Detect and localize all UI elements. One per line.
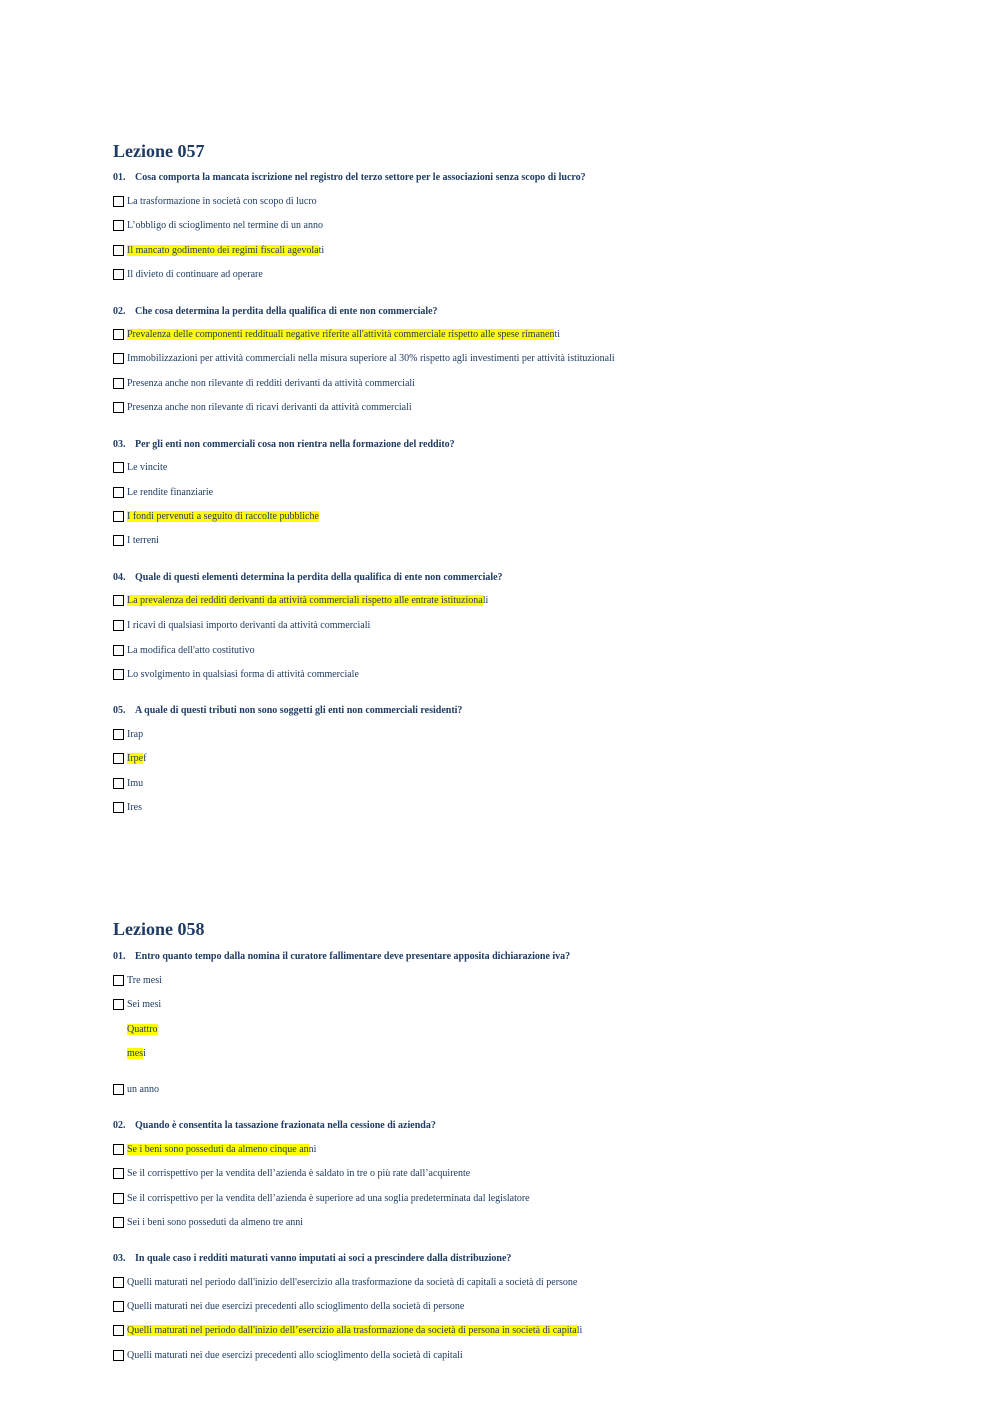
checkbox[interactable] bbox=[113, 753, 124, 764]
answer-option[interactable] bbox=[113, 533, 159, 547]
option-text: Se il corrispettivo per la vendita dell’azienda è superiore ad una soglia predeterminata dal legislatore bbox=[127, 1192, 530, 1204]
checkbox[interactable] bbox=[113, 1144, 124, 1155]
option-text: La trasformazione in società con scopo di lucro bbox=[127, 195, 317, 207]
checkbox[interactable] bbox=[113, 802, 124, 813]
option-text: li bbox=[576, 1324, 583, 1336]
question-number: 03. bbox=[113, 1253, 126, 1264]
answer-option[interactable] bbox=[113, 1323, 582, 1337]
question bbox=[113, 572, 503, 583]
option-text: Imu bbox=[127, 777, 144, 789]
answer-option[interactable] bbox=[113, 243, 324, 257]
checkbox[interactable] bbox=[113, 353, 124, 364]
option-text: Presenza anche non rilevante di redditi derivanti da attività commerciali bbox=[127, 377, 415, 389]
highlighted-text: I fondi pervenuti a seguito di raccolte pubbliche bbox=[127, 510, 319, 522]
highlighted-text: Prevalenza delle componenti reddituali negative riferite all'attività commerciale rispetto alle spese rimanen bbox=[127, 328, 555, 340]
option-text: Sei i beni sono posseduti da almeno tre anni bbox=[127, 1216, 304, 1228]
checkbox[interactable] bbox=[113, 378, 124, 389]
checkbox[interactable] bbox=[113, 778, 124, 789]
option-text: f bbox=[143, 752, 147, 764]
question-number: 02. bbox=[113, 306, 126, 317]
answer-option[interactable] bbox=[113, 1022, 158, 1036]
option-text: Ires bbox=[127, 801, 142, 813]
question bbox=[113, 951, 570, 962]
checkbox[interactable] bbox=[113, 462, 124, 473]
answer-option[interactable] bbox=[113, 485, 213, 499]
question bbox=[113, 1120, 436, 1131]
checkbox[interactable] bbox=[113, 999, 124, 1010]
answer-option[interactable] bbox=[113, 643, 255, 657]
checkbox[interactable] bbox=[113, 1193, 124, 1204]
checkbox[interactable] bbox=[113, 1168, 124, 1179]
question bbox=[113, 306, 438, 317]
answer-option[interactable] bbox=[113, 751, 146, 765]
option-text: Se il corrispettivo per la vendita dell’azienda è saldato in tre o più rate dall’acquirente bbox=[127, 1167, 471, 1179]
checkbox[interactable] bbox=[113, 1217, 124, 1228]
option-text: un anno bbox=[127, 1083, 159, 1095]
answer-option[interactable] bbox=[113, 997, 161, 1011]
question bbox=[113, 172, 586, 183]
checkbox[interactable] bbox=[113, 620, 124, 631]
checkbox[interactable] bbox=[113, 329, 124, 340]
highlighted-text: Il mancato godimento dei regimi fiscali agevola bbox=[127, 244, 319, 256]
question-number: 03. bbox=[113, 439, 126, 450]
option-text: li bbox=[482, 594, 489, 606]
question-number: 05. bbox=[113, 705, 126, 716]
checkbox[interactable] bbox=[113, 669, 124, 680]
option-text: Quelli maturati nei due esercizi precedenti allo scioglimento della società di capitali bbox=[127, 1349, 463, 1361]
answer-option[interactable] bbox=[113, 509, 319, 523]
answer-option[interactable] bbox=[113, 1191, 530, 1205]
question-text: Entro quanto tempo dalla nomina il curatore fallimentare deve presentare apposita dichiarazione iva? bbox=[135, 951, 571, 962]
highlighted-text: Se i beni sono posseduti da almeno cinque an bbox=[127, 1143, 309, 1155]
checkbox[interactable] bbox=[113, 1277, 124, 1288]
answer-option[interactable] bbox=[113, 460, 167, 474]
answer-option[interactable] bbox=[113, 667, 359, 681]
option-text: ti bbox=[554, 328, 561, 340]
answer-option[interactable] bbox=[113, 1082, 159, 1096]
option-text: Irap bbox=[127, 728, 144, 740]
answer-option[interactable] bbox=[113, 1275, 577, 1289]
question-number: 02. bbox=[113, 1120, 126, 1131]
checkbox[interactable] bbox=[113, 245, 124, 256]
question-text: Quale di questi elementi determina la perdita della qualifica di ente non commerciale? bbox=[135, 572, 503, 583]
option-text: Le rendite finanziarie bbox=[127, 486, 214, 498]
question-text: Che cosa determina la perdita della qualifica di ente non commerciale? bbox=[135, 306, 438, 317]
option-text: Immobilizzazioni per attività commerciali nella misura superiore al 30% rispetto agli investimenti per attività istituzionali bbox=[127, 352, 615, 364]
checkbox[interactable] bbox=[113, 1301, 124, 1312]
question-text: A quale di questi tributi non sono soggetti gli enti non commerciali residenti? bbox=[135, 705, 463, 716]
answer-option[interactable] bbox=[113, 400, 412, 414]
answer-option[interactable] bbox=[113, 1215, 303, 1229]
option-text: Quelli maturati nel periodo dall'inizio dell'esercizio alla trasformazione da società di capitali a società di persone bbox=[127, 1276, 578, 1288]
answer-option[interactable] bbox=[113, 327, 560, 341]
answer-option[interactable] bbox=[113, 1166, 470, 1180]
checkbox[interactable] bbox=[113, 645, 124, 656]
option-text: I ricavi di qualsiasi importo derivanti da attività commerciali bbox=[127, 619, 371, 631]
question-text: Cosa comporta la mancata iscrizione nel registro del terzo settore per le associazioni senza scopo di lucro? bbox=[135, 172, 586, 183]
highlighted-text: Quelli maturati nel periodo dall'inizio dell’esercizio alla trasformazione da società di persona in società di capita bbox=[127, 1324, 577, 1336]
highlighted-text: Irpe bbox=[127, 752, 144, 764]
option-text: Tre mesi bbox=[127, 974, 162, 986]
answer-option[interactable] bbox=[113, 194, 317, 208]
checkbox[interactable] bbox=[113, 975, 124, 986]
lesson-title: Lezione 057 bbox=[113, 141, 205, 161]
highlighted-text: mes bbox=[127, 1047, 144, 1059]
option-text: Lo svolgimento in qualsiasi forma di attività commerciale bbox=[127, 668, 359, 680]
answer-option[interactable] bbox=[113, 800, 142, 814]
option-text: Le vincite bbox=[127, 461, 168, 473]
answer-option[interactable] bbox=[113, 776, 143, 790]
answer-option[interactable] bbox=[113, 1046, 146, 1060]
checkbox[interactable] bbox=[113, 220, 124, 231]
option-text: Sei mesi bbox=[127, 998, 162, 1010]
checkbox[interactable] bbox=[113, 269, 124, 280]
checkbox[interactable] bbox=[113, 402, 124, 413]
question-text: In quale caso i redditi maturati vanno imputati ai soci a prescindere dalla distribuzione? bbox=[135, 1253, 512, 1264]
checkbox[interactable] bbox=[113, 595, 124, 606]
question-text: Quando è consentita la tassazione frazionata nella cessione di azienda? bbox=[135, 1120, 436, 1131]
question-number: 01. bbox=[113, 172, 126, 183]
option-text: ti bbox=[318, 244, 325, 256]
option-text: I terreni bbox=[127, 534, 159, 546]
answer-option[interactable] bbox=[113, 351, 615, 365]
checkbox[interactable] bbox=[113, 1350, 124, 1361]
option-text: Il divieto di continuare ad operare bbox=[127, 268, 263, 280]
highlighted-text: Quattro bbox=[127, 1023, 158, 1035]
question-number: 01. bbox=[113, 951, 126, 962]
question bbox=[113, 439, 455, 450]
option-text: ni bbox=[308, 1143, 317, 1155]
option-text: i bbox=[143, 1047, 146, 1059]
option-text: L’obbligo di scioglimento nel termine di un anno bbox=[127, 219, 323, 231]
checkbox[interactable] bbox=[113, 729, 124, 740]
answer-option[interactable] bbox=[113, 218, 323, 232]
question bbox=[113, 705, 462, 716]
checkbox[interactable] bbox=[113, 1325, 124, 1336]
checkbox[interactable] bbox=[113, 1084, 124, 1095]
checkbox[interactable] bbox=[113, 535, 124, 546]
option-text: La modifica dell'atto costitutivo bbox=[127, 644, 255, 656]
answer-option[interactable] bbox=[113, 618, 370, 632]
checkbox[interactable] bbox=[113, 511, 124, 522]
question-number: 04. bbox=[113, 572, 126, 583]
answer-option[interactable] bbox=[113, 1142, 316, 1156]
answer-option[interactable] bbox=[113, 973, 162, 987]
checkbox[interactable] bbox=[113, 196, 124, 207]
option-text: Quelli maturati nei due esercizi precedenti allo scioglimento della società di persone bbox=[127, 1300, 465, 1312]
answer-option[interactable] bbox=[113, 727, 143, 741]
checkbox[interactable] bbox=[113, 487, 124, 498]
question-text: Per gli enti non commerciali cosa non rientra nella formazione del reddito? bbox=[135, 439, 455, 450]
answer-option[interactable] bbox=[113, 376, 415, 390]
question bbox=[113, 1253, 511, 1264]
answer-option[interactable] bbox=[113, 1299, 464, 1313]
highlighted-text: La prevalenza dei redditi derivanti da attività commerciali rispetto alle entrate istituziona bbox=[127, 594, 483, 606]
answer-option[interactable] bbox=[113, 593, 488, 607]
answer-option[interactable] bbox=[113, 1348, 463, 1362]
answer-option[interactable] bbox=[113, 267, 263, 281]
lesson-title: Lezione 058 bbox=[113, 919, 205, 939]
option-text: Presenza anche non rilevante di ricavi derivanti da attività commerciali bbox=[127, 401, 412, 413]
